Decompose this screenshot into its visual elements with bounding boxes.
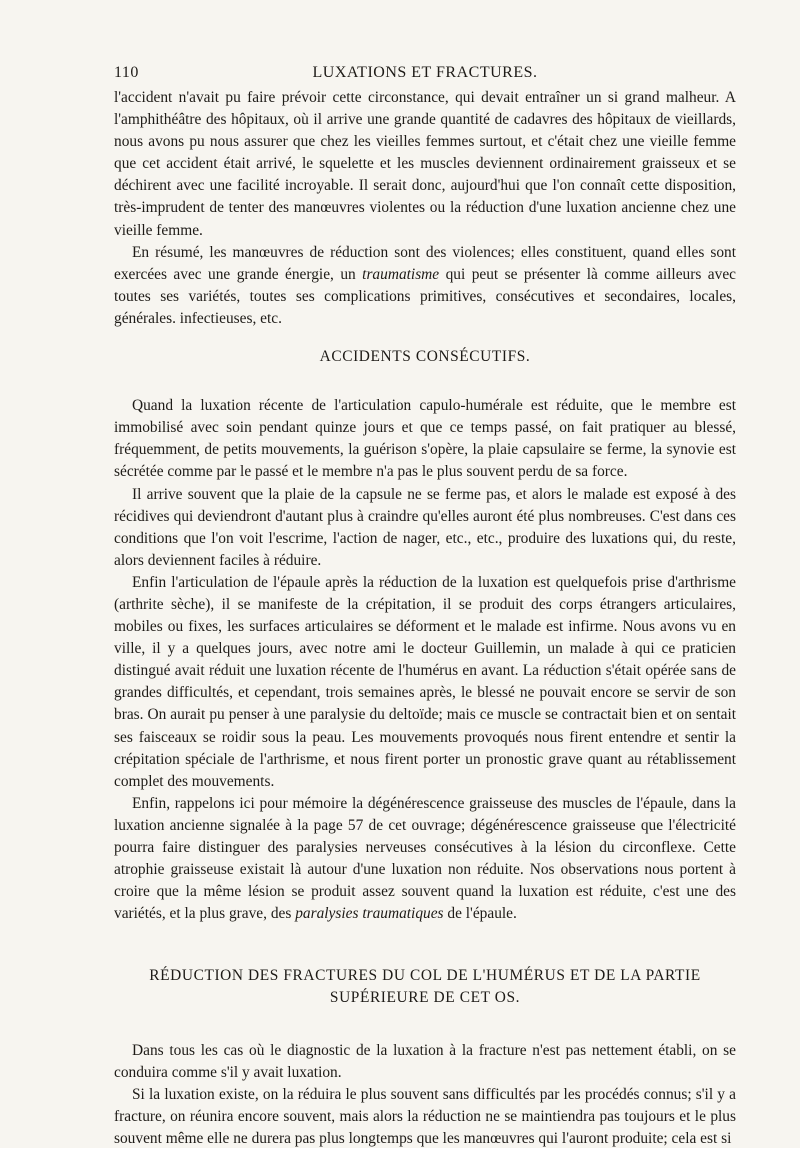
paragraph-6-text-a: Enfin, rappelons ici pour mémoire la dégénérescence graisseuse des muscles de l'épaule, dans la luxation ancienne signalée à la page 57 de cet ouvrage; dégénérescence graisseuse que l'électricité pourra faire distinguer des paralysies nerveuses consécutives à la lésion du circonflexe. Cette atrophie graisseuse existait là autour d'une luxation non réduite. Nos observations nous portent à croire que la même lésion se produit assez souvent quand la luxation est réduite, c'est une des variétés, et la plus grave, des [114,794,736,923]
section-title-reduction [114,965,736,1009]
paragraph-6-emphasis: paralysies traumatiques [295,905,444,923]
paragraph-2-text-b: qui peut se présenter là comme ailleurs avec toutes ses variétés, toutes ses complications primitives, consécutives et secondaires, locales, générales. infectieuses, etc. [114,265,736,327]
section-title-reduction-line-1: RÉDUCTION DES FRACTURES DU COL DE L'HUMÉRUS ET DE LA PARTIE [149,967,701,985]
section-title-reduction-line-2: SUPÉRIEURE DE CET OS. [329,989,521,1007]
paragraph-2-emphasis: traumatisme [362,265,440,283]
paragraph-3: Quand la luxation récente de l'articulation capulo-humérale est réduite, que le membre est immobilisé avec soin pendant quinze jours et que ce temps passé, on fait pratiquer au blessé, fréquemment, de petits mouvements, la guérison s'opère, la plaie capsulaire se ferme, la synovie est sécrétée comme par le passé et le membre n'a pas le plus souvent perdu de sa force. [114,397,736,481]
paragraph-2 [114,242,736,330]
running-head [110,64,740,88]
section-title-accidents: ACCIDENTS CONSÉCUTIFS. [319,348,531,366]
running-title: LUXATIONS ET FRACTURES. [312,64,538,81]
paragraph-8: Si la luxation existe, on la réduira le plus souvent sans difficultés par les procédés connus; s'il y a fracture, on réunira encore souvent, mais alors la réduction ne se maintiendra pas toujours et le plus souvent même elle ne durera pas plus longtemps que les manœuvres qui l'auront produite; cela est si [114,1085,736,1147]
paragraph-7: Dans tous les cas où le diagnostic de la luxation à la fracture n'est pas nettement établi, on se conduira comme s'il y avait luxation. [114,1041,736,1081]
page-number: 110 [114,64,139,81]
paragraph-1: l'accident n'avait pu faire prévoir cette circonstance, qui devait entraîner un si grand malheur. A l'amphithéâtre des hôpitaux, où il arrive une grande quantité de cadavres des hôpitaux de vieillards, nous avons pu nous assurer que chez les vieilles femmes surtout, et c'était chez une vieille femme que cet accident était arrivé, le squelette et les muscles deviennent ordinairement graisseux et se déchirent avec une facilité incroyable. Il serait donc, aujourd'hui que l'on connaît cette disposition, très-imprudent de tenter des manœuvres violentes ou la réduction d'une luxation ancienne chez une vieille femme. [114,89,736,239]
paragraph-2-text-a: En résumé, les manœuvres de réduction sont des violences; elles constituent, quand elles sont exercées avec une grande énergie, un [114,243,736,283]
paragraph-4: Il arrive souvent que la plaie de la capsule ne se ferme pas, et alors le malade est exposé à des récidives qui deviendront d'autant plus à craindre qu'elles auront été plus nombreuses. C'est dans ces conditions que l'on voit l'escrime, l'action de nager, etc., etc., produire des luxations qui, du reste, alors deviennent faciles à réduire. [114,485,736,569]
body-text [114,87,736,1150]
paragraph-5: Enfin l'articulation de l'épaule après la réduction de la luxation est quelquefois prise d'arthrisme (arthrite sèche), il se manifeste de la crépitation, il se produit des corps étrangers articulaires, mobiles ou fixes, les surfaces articulaires se déforment et le malade est infirme. Nous avons vu en ville, il y a quelques jours, avec notre ami le docteur Guillemin, un malade à qui ce praticien distingué avait réduit une luxation récente de l'humérus en avant. La réduction s'était opérée sans de grandes difficultés, et cependant, trois semaines après, le blessé ne pouvait encore se servir de son bras. On aurait pu penser à une paralysie du deltoïde; mais ce muscle se contractait bien et on sentait ses faisceaux se roidir sous la peau. Les mouvements provoqués nous firent entendre et sentir la crépitation spéciale de l'arthrisme, et nous firent porter un pronostic grave quant au rétablissement complet des mouvements. [114,573,736,790]
paragraph-6 [114,793,736,926]
paragraph-6-text-b: de l'épaule. [443,905,517,923]
